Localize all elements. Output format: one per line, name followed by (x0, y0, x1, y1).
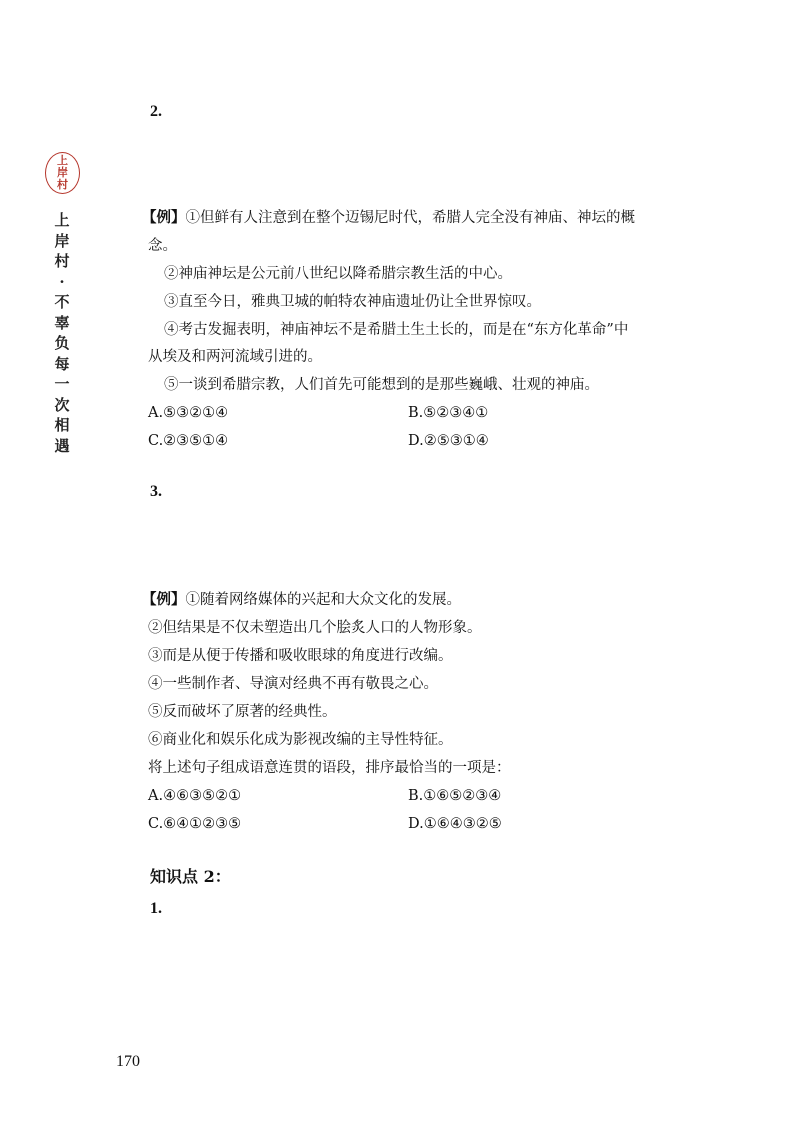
page-number: 170 (116, 1053, 140, 1070)
example-3-item-6: ⑥商业化和娱乐化成为影视改编的主导性特征。 (148, 732, 453, 748)
logo-char: 岸 (57, 166, 68, 179)
example-3-item-2: ②但结果是不仅未塑造出几个脍炙人口的人物形象。 (148, 620, 482, 636)
option-c: C.②③⑤①④ (148, 433, 229, 449)
knowledge-point-heading: 知识点 2： (150, 867, 231, 886)
option-d: D.①⑥④③②⑤ (408, 816, 502, 832)
option-a: A.④⑥③⑤②① (148, 788, 242, 804)
example-3-item-3: ③而是从便于传播和吸收眼球的角度进行改编。 (148, 648, 453, 664)
example-tag: 【例】 (142, 209, 186, 226)
logo-seal (45, 152, 80, 194)
option-b: B.①⑥⑤②③④ (408, 788, 502, 804)
example-tag: 【例】 (142, 591, 186, 608)
option-d: D.②⑤③①④ (408, 433, 489, 449)
example-2-item-2: ②神庙神坛是公元前八世纪以降希腊宗教生活的中心。 (164, 266, 512, 282)
example-2-item-4: ④考古发掘表明，神庙神坛不是希腊土生土长的，而是在“东方化革命”中 (164, 322, 629, 338)
option-b: B.⑤②③④① (408, 405, 489, 421)
side-slogan: 上岸村·不辜负每一次相遇 (54, 211, 70, 455)
logo-char: 上 (57, 154, 68, 167)
example-3-item-1: ①随着网络媒体的兴起和大众文化的发展。 (185, 592, 461, 608)
example-3-item-4: ④一些制作者、导演对经典不再有敬畏之心。 (148, 676, 438, 692)
section-number-2: 2. (150, 103, 162, 120)
example-2-line-1 (142, 208, 635, 228)
logo-char: 村 (57, 178, 68, 191)
example-2-item-5: ⑤一谈到希腊宗教，人们首先可能想到的是那些巍峨、壮观的神庙。 (164, 377, 599, 393)
example-2-item-3: ③直至今日，雅典卫城的帕特农神庙遗址仍让全世界惊叹。 (164, 294, 541, 310)
example-3-line-1 (142, 590, 461, 610)
option-c: C.⑥④①②③⑤ (148, 816, 242, 832)
section-number-3: 3. (150, 483, 162, 500)
example-2-item-1: ①但鲜有人注意到在整个迈锡尼时代，希腊人完全没有神庙、神坛的概 (185, 210, 635, 226)
example-2-item-1-cont: 念。 (148, 238, 177, 254)
example-3-item-5: ⑤反而破坏了原著的经典性。 (148, 704, 337, 720)
option-a: A.⑤③②①④ (148, 405, 229, 421)
example-3-question: 将上述句子组成语意连贯的语段，排序最恰当的一项是： (148, 760, 511, 776)
section-number-1: 1. (150, 900, 162, 917)
example-2-item-4-cont: 从埃及和两河流域引进的。 (148, 349, 322, 365)
